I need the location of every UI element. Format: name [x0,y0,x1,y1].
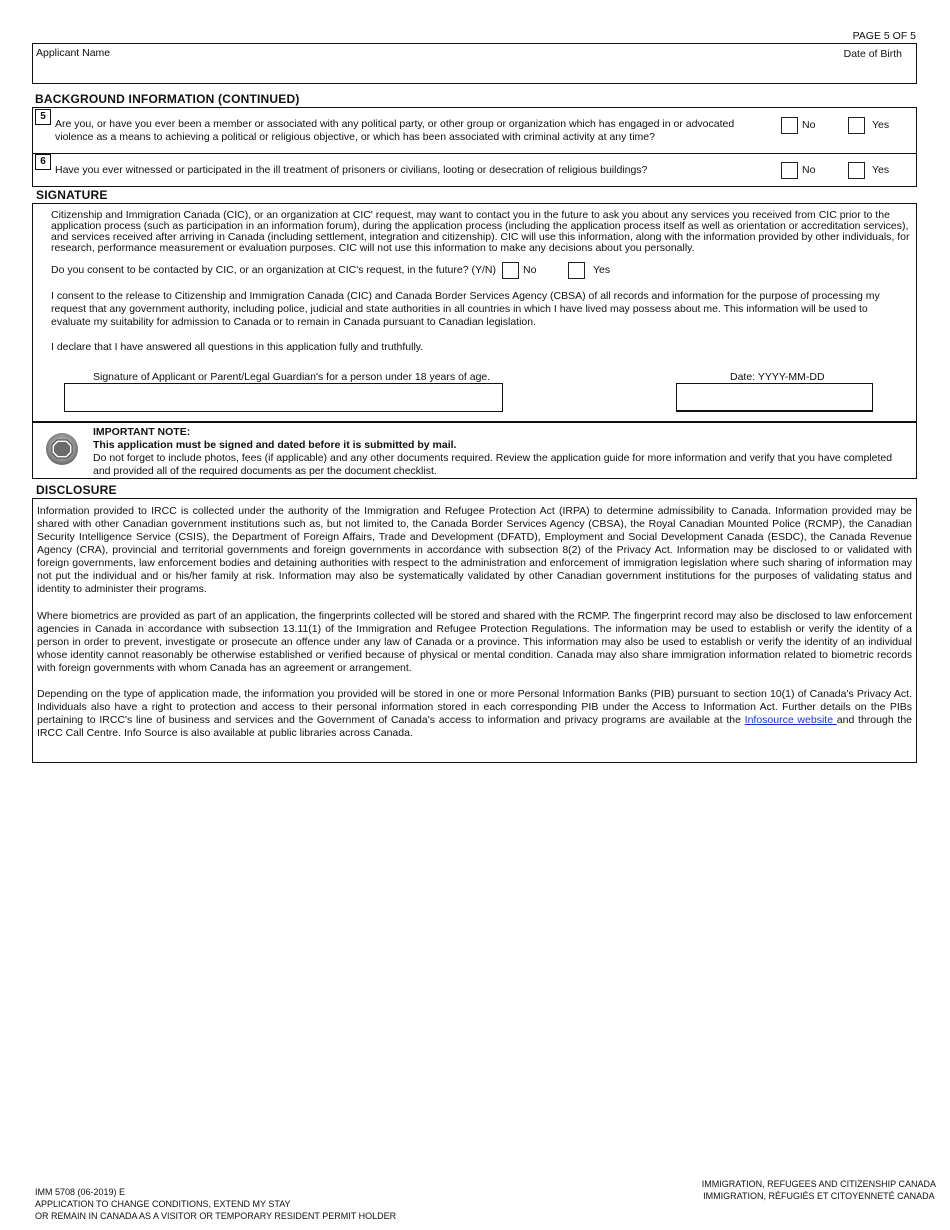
question-number: 6 [35,154,51,170]
disclosure-title: DISCLOSURE [36,483,117,497]
background-questions [32,107,917,187]
form-title-line-1: APPLICATION TO CHANGE CONDITIONS, EXTEND MY STAY [35,1199,291,1209]
q6-no-label: No [802,164,816,176]
signature-field[interactable] [64,383,503,412]
note-title: IMPORTANT NOTE: [93,426,191,438]
q5-no-checkbox[interactable] [781,117,798,134]
footer-department [702,1178,936,1202]
disclosure-section [32,498,917,763]
declaration-text: I declare that I have answered all questions in this application fully and truthfully. [51,341,424,353]
form-code: IMM 5708 (06-2019) E [35,1187,126,1197]
q5-yes-checkbox[interactable] [848,117,865,134]
note-body: Do not forget to include photos, fees (if applicable) and any other documents required. Review the application guide for more information and verify that you have completed and provided all of the required documents as per the document checklist. [93,452,893,477]
stop-sign-icon [45,432,79,466]
question-text: Are you, or have you ever been a member or associated with any political party, or other group or organization which has engaged in or advocated violence as a means to achieving a political or religious objective, or which has been associated with criminal activity at any time? [55,118,735,143]
infosource-link[interactable]: Infosource website [744,714,837,726]
row-divider [33,153,916,154]
q6-no-checkbox[interactable] [781,162,798,179]
question-text: Have you ever witnessed or participated in the ill treatment of prisoners or civilians, looting or desecration of religious buildings? [55,164,648,176]
consent-no-label: No [523,264,537,276]
department-english: IMMIGRATION, REFUGEES AND CITIZENSHIP CANADA [701,1179,936,1189]
disclosure-paragraph-1: Information provided to IRCC is collected under the authority of the Immigration and Refugee Protection Act (IRPA) to determine admissibility to Canada. Information provided may be shared with other Canadian government institutions such as, but not limited to, the Canada Border Services Agency (CBSA), the Royal Canadian Mounted Police (RCMP), the Canadian Security Intelligence Service (CSIS), the Department of Foreign Affairs, Trade and Development (DFATD), Employment and Social Development Canada (ESDC), the Canada Revenue Agency (CRA), provincial and territorial governments and foreign governments in accordance with subsection 8(2) of the Privacy Act. Information may be disclosed to or validated with foreign governments, law enforcement bodies and detaining authorities with respect to the administration and enforcement of immigration legislation where such sharing of information may not put the individual and or his/her family at risk. Information may also be systematically validated by other Canadian government institutions for the purposes of validating status and identity to administer their programs. [37,505,912,595]
date-label: Date: YYYY-MM-DD [730,371,825,383]
page-number: PAGE 5 OF 5 [852,30,916,42]
background-title: BACKGROUND INFORMATION (CONTINUED) [35,92,300,106]
q6-yes-label: Yes [872,164,890,176]
note-bold-line: This application must be signed and dated before it is submitted by mail. [93,439,457,451]
disclosure-paragraph-3 [37,688,912,740]
consent-yes-checkbox[interactable] [568,262,585,279]
signature-title: SIGNATURE [36,188,108,202]
signature-label: Signature of Applicant or Parent/Legal Guardian's for a person under 18 years of age. [93,371,491,383]
q5-yes-label: Yes [872,119,890,131]
important-note [32,422,917,479]
applicant-name-label: Applicant Name [36,47,111,59]
contact-paragraph: Citizenship and Immigration Canada (CIC), or an organization at CIC' request, may want to contact you in the future to ask you about any services you received from CIC prior to the application process (such as participation in an information forum), during the application process (including the application process itself as well as orientation or accreditation services), and services received after arriving in Canada (including settlement, integration and citizenship). CIC will use this information, along with the information provided by other individuals, for research, performance measurement or evaluation purposes. CIC will not use this information to make any decisions about you personally. [51,209,910,254]
consent-no-checkbox[interactable] [502,262,519,279]
signature-section [32,203,917,422]
date-field[interactable] [676,383,873,412]
question-number: 5 [35,109,51,125]
q6-yes-checkbox[interactable] [848,162,865,179]
q5-no-label: No [802,119,816,131]
form-title-line-2: OR REMAIN IN CANADA AS A VISITOR OR TEMPORARY RESIDENT PERMIT HOLDER [35,1211,397,1221]
date-of-birth-label: Date of Birth [843,48,902,60]
disclosure-text: and through the IRCC Call Centre. Info Source is also available at public libraries across Canada. [37,714,912,739]
release-consent-paragraph: I consent to the release to Citizenship and Immigration Canada (CIC) and Canada Border Services Agency (CBSA) of all records and information for the purpose of processing my request that any government authority, including police, judicial and state authorities in all countries in which I have lived may possess about me. This information will be used to evaluate my suitability for admission to Canada or to remain in Canada pursuant to Canadian legislation. [51,290,880,328]
disclosure-paragraph-2: Where biometrics are provided as part of an application, the fingerprints collected will be stored and shared with the RCMP. The fingerprint record may also be disclosed to law enforcement agencies in Canada in accordance with subsection 13.11(1) of the Immigration and Refugee Protection Regulations. The information may be used to establish or verify the identity of a person in order to prevent, investigate or prosecute an offence under any law of Canada or a province. This information may also be used to establish or verify the identity of an individual whose identity cannot reasonably be otherwise established or verified because of physical or mental condition. Canada may also share immigration information related to biometric records with foreign governments with whom Canada has an agreement or arrangement. [37,610,912,674]
footer-form-info [35,1186,396,1222]
consent-yes-label: Yes [593,264,611,276]
consent-question: Do you consent to be contacted by CIC, or an organization at CIC's request, in the future? (Y/N) [51,264,496,276]
department-french: IMMIGRATION, RÉFUGIÉS ET CITOYENNETÉ CANADA [703,1191,935,1201]
applicant-box [32,43,917,84]
disclosure-text: Depending on the type of application made, the information you provided will be stored in one or more Personal Information Banks (PIB) pursuant to section 10(1) of Canada's Privacy Act. Individuals also have a right to protection and access to their personal information stored in each corresponding PIB under the Access to Information Act. Further details on the PIBs pertaining to IRCC's line of business and services and the Government of Canada's access to information and privacy programs are available at the [37,688,912,726]
